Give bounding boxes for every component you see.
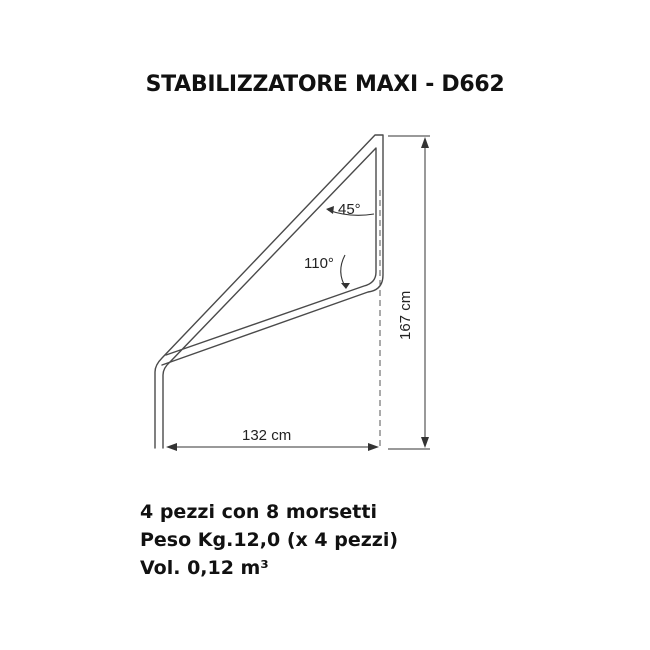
angle-label-45: 45°: [338, 201, 361, 218]
specs-block: [140, 498, 398, 582]
height-arrow-top: [421, 137, 429, 148]
angle-arrow-110: [341, 283, 350, 289]
product-title: STABILIZZATORE MAXI - D662: [145, 72, 505, 97]
angle-label-110: 110°: [304, 255, 334, 272]
spec-pieces: 4 pezzi con 8 morsetti: [140, 501, 377, 523]
width-label: 132 cm: [242, 427, 292, 444]
width-arrow-left: [166, 443, 177, 451]
width-arrow-right: [368, 443, 379, 451]
spec-weight: Peso Kg.12,0 (x 4 pezzi): [140, 529, 399, 551]
frame-inner-tube: [163, 148, 376, 448]
height-arrow-bottom: [421, 437, 429, 448]
spec-volume: Vol. 0,12 m³: [140, 557, 269, 579]
angle-arrow-45: [326, 206, 334, 214]
height-label: 167 cm: [397, 290, 414, 340]
